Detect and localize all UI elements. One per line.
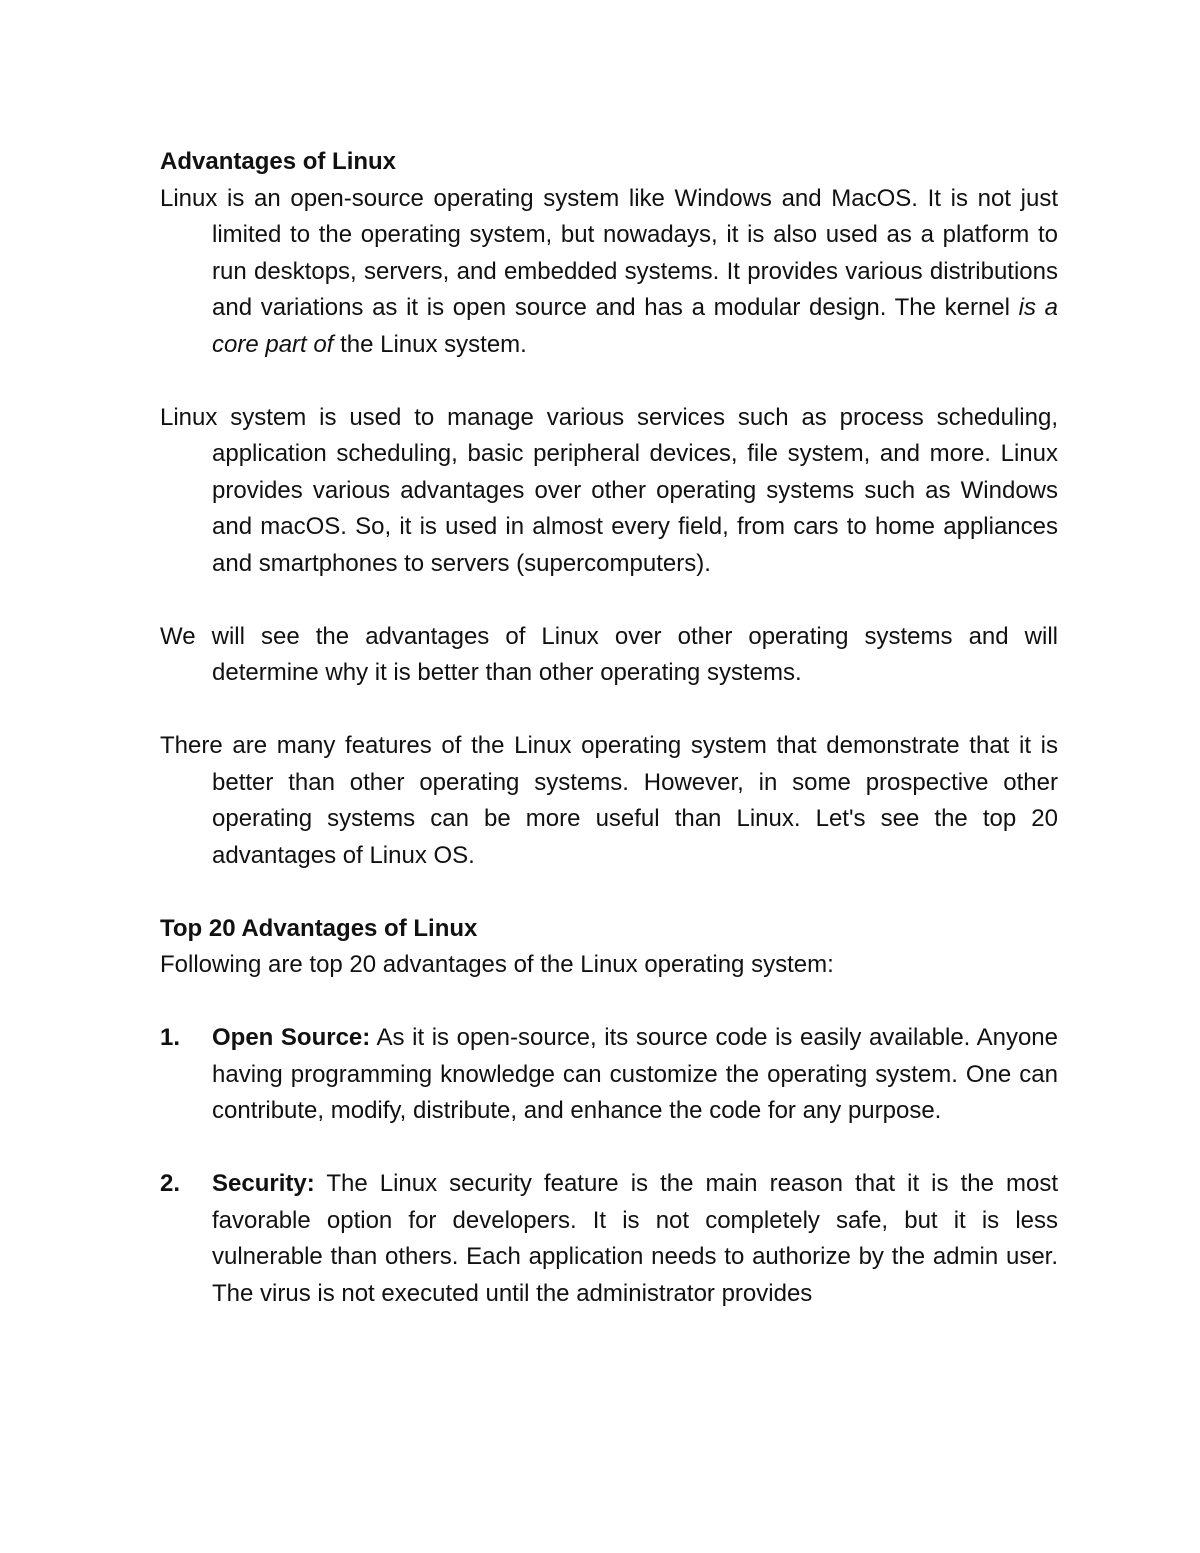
paragraph-intro-italic: is a core part of xyxy=(212,294,1059,358)
list-term: Open Source: xyxy=(212,1024,371,1051)
list-term: Security: xyxy=(212,1170,315,1197)
list-item-security xyxy=(160,1166,1058,1312)
paragraph-intro-end: the Linux system. xyxy=(333,330,527,358)
paragraph-top20-intro: Following are top 20 advantages of the Linux operating system: xyxy=(160,951,834,978)
list-number: 2. xyxy=(160,1170,181,1197)
section-heading-advantages: Advantages of Linux xyxy=(160,148,397,175)
list-item-open-source xyxy=(160,1020,1058,1130)
list-text: The Linux security feature is the main reason that it is the most favorable option for developers. It is not completely safe, but it is less vulnerable than others. Each application needs to authorize by the admin user. The virus is not executed until the administrator provides xyxy=(212,1170,1058,1307)
list-number: 1. xyxy=(160,1024,181,1051)
paragraph-intro xyxy=(160,181,1058,364)
document-content xyxy=(160,144,1058,1349)
paragraph-intro-text: Linux is an open-source operating system like Windows and MacOS. It is not just limited to the operating system, but nowadays, it is also used as a platform to run desktops, servers, and embedded systems. It provides various distributions and variations as it is open source and has a modular design. The kernel xyxy=(160,184,1058,321)
list-text: As it is open-source, its source code is easily available. Anyone having programming knowledge can customize the operating system. One can contribute, modify, distribute, and enhance the code for any purpose. xyxy=(212,1024,1059,1124)
paragraph-comparison: We will see the advantages of Linux over other operating systems and will determine why it is better than other operating systems. xyxy=(160,622,1058,686)
section-heading-top20: Top 20 Advantages of Linux xyxy=(160,914,478,942)
paragraph-services: Linux system is used to manage various services such as process scheduling, application scheduling, basic peripheral devices, file system, and more. Linux provides various advantages over other operating systems such as Windows and macOS. So, it is used in almost every field, from cars to home appliances and smartphones to servers (supercomputers). xyxy=(160,403,1058,577)
paragraph-features: There are many features of the Linux operating system that demonstrate that it is better than other operating systems. However, in some prospective other operating systems can be more useful than Linux. Let's see the top 20 advantages of Linux OS. xyxy=(160,732,1058,869)
